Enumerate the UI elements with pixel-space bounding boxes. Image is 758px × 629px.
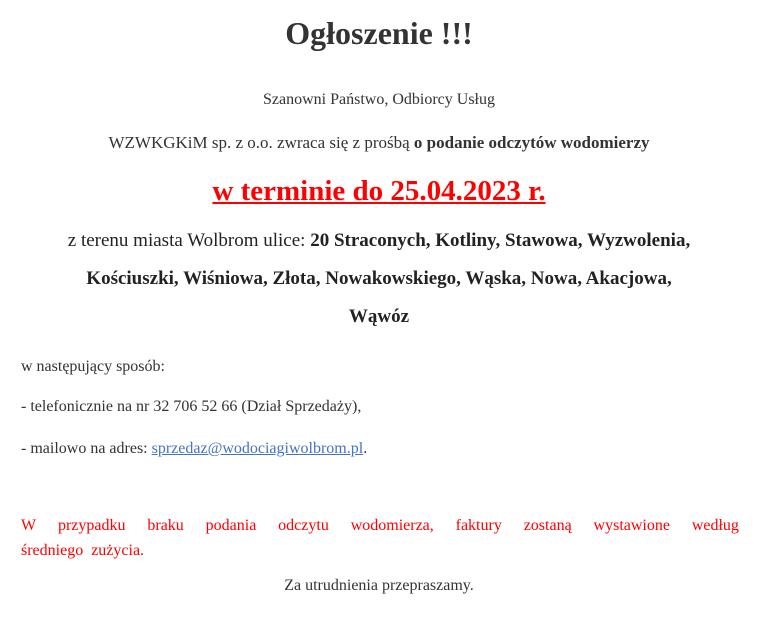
request-prefix: WZWKGKiM sp. z o.o. zwraca się z prośbą	[108, 133, 414, 152]
streets-bold-1: 20 Straconych, Kotliny, Stawowa, Wyzwolenia,	[310, 230, 691, 251]
streets-prefix: z terenu miasta Wolbrom ulice:	[67, 230, 311, 251]
streets-line-1	[0, 230, 758, 252]
email-link[interactable]: sprzedaz@wodociagiwolbrom.pl	[151, 440, 364, 457]
warning-word: faktury	[455, 517, 502, 534]
warning-word: braku	[147, 517, 184, 534]
request-bold: o podanie odczytów wodomierzy	[413, 133, 650, 152]
warning-word: według	[691, 517, 739, 534]
warning-word: przypadku	[57, 517, 126, 534]
announcement-title: Ogłoszenie !!!	[285, 15, 473, 51]
streets-line-3: Wąwóz	[348, 306, 410, 327]
streets-line-2: Kościuszki, Wiśniowa, Złota, Nowakowskiego, Wąska, Nowa, Akacjowa,	[86, 268, 672, 289]
warning-line-2: średniego zużycia.	[21, 542, 145, 559]
request-text	[0, 133, 758, 153]
warning-word: odczytu	[278, 517, 329, 534]
manner-intro: w następujący sposób:	[21, 358, 165, 375]
apology-text: Za utrudnienia przepraszamy.	[284, 577, 474, 594]
deadline-text: w terminie do 25.04.2023 r.	[212, 175, 546, 207]
warning-word: zostaną	[523, 517, 572, 534]
warning-word: wystawione	[593, 517, 670, 534]
warning-line-1	[21, 513, 739, 538]
warning-word: wodomierza,	[350, 517, 434, 534]
warning-word: podania	[205, 517, 257, 534]
warning-word: W	[21, 517, 37, 534]
mail-suffix: .	[363, 440, 368, 457]
mail-prefix: - mailowo na adres:	[21, 440, 152, 457]
phone-line: - telefonicznie na nr 32 706 52 66 (Dział Sprzedaży),	[21, 398, 362, 415]
mail-line	[21, 440, 367, 458]
greeting-text: Szanowni Państwo, Odbiorcy Usług	[263, 91, 495, 108]
warning-notice	[21, 513, 739, 563]
